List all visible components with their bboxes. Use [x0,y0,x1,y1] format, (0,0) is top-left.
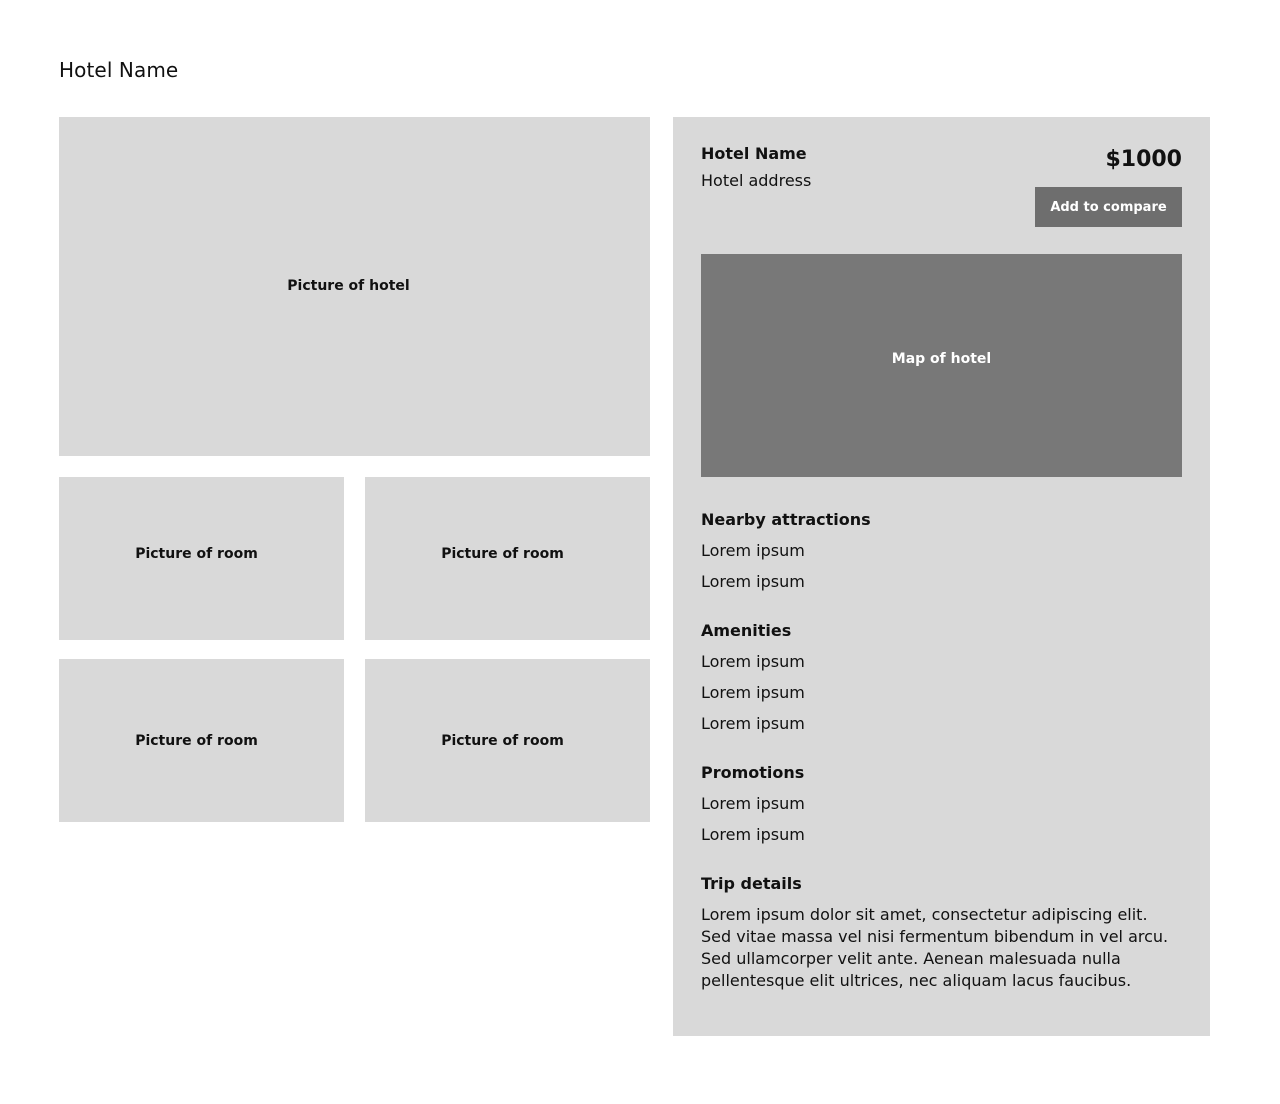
list-item: Lorem ipsum [701,825,805,844]
list-item: Lorem ipsum [701,714,805,733]
trip-details-text: Lorem ipsum dolor sit amet, consectetur adipiscing elit. Sed vitae massa vel nisi fermentum bibendum in vel arcu. Sed ullamcorper velit ante. Aenean malesuada nulla pellentesque elit ultrices, nec aliquam lacus faucibus. [701,905,1169,990]
trip-details-section [701,873,1182,992]
promotions-title: Promotions [701,763,805,782]
trip-details-title: Trip details [701,874,802,893]
list-item: Lorem ipsum [701,572,805,591]
hotel-map[interactable] [701,254,1182,477]
map-label: Map of hotel [891,350,992,367]
amenities-title: Amenities [701,621,792,640]
nearby-attractions-title: Nearby attractions [701,510,871,529]
details-hotel-address: Hotel address [701,171,812,190]
room-picture[interactable] [365,659,650,822]
room-picture-label: Picture of room [441,545,564,562]
room-picture[interactable] [365,477,650,640]
details-hotel-name: Hotel Name [701,144,807,163]
room-picture[interactable] [59,659,344,822]
nearby-attractions-section [701,509,1182,593]
list-item: Lorem ipsum [701,794,805,813]
list-item: Lorem ipsum [701,541,805,560]
room-picture[interactable] [59,477,344,640]
room-picture-label: Picture of room [135,545,258,562]
price: $1000 [1105,147,1182,172]
hotel-picture[interactable] [59,117,650,456]
room-picture-label: Picture of room [441,732,564,749]
promotions-section [701,762,1182,846]
hotel-picture-label: Picture of hotel [287,278,410,294]
list-item: Lorem ipsum [701,683,805,702]
page-title: Hotel Name [59,58,179,82]
amenities-section [701,620,1182,735]
list-item: Lorem ipsum [701,652,805,671]
add-to-compare-button[interactable]: Add to compare [1035,187,1182,227]
room-picture-label: Picture of room [135,732,258,749]
hotel-details-panel [673,117,1210,1036]
